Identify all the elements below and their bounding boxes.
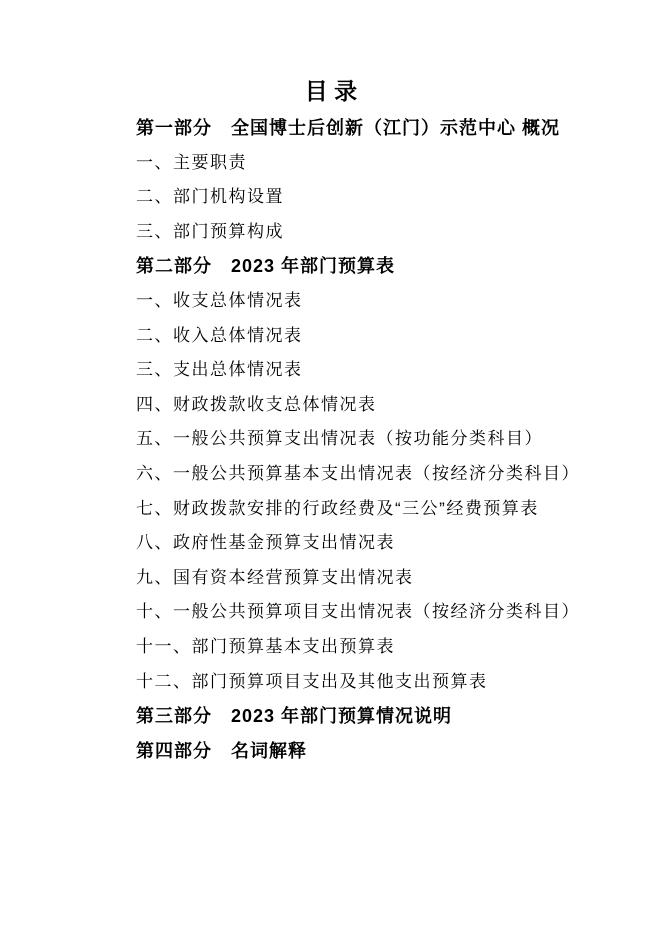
- toc-entry: 五、一般公共预算支出情况表（按功能分类科目）: [136, 429, 543, 449]
- toc-entry: 十、一般公共预算项目支出情况表（按经济分类科目）: [136, 602, 580, 622]
- toc-entry: 十一、部门预算基本支出预算表: [136, 636, 395, 656]
- toc-entry: 一、主要职责: [136, 152, 247, 172]
- toc-entry: 三、支出总体情况表: [136, 360, 303, 380]
- toc-entry: 二、收入总体情况表: [136, 325, 303, 345]
- toc-section-heading: 第一部分 全国博士后创新（江门）示范中心 概况: [136, 118, 560, 138]
- toc-entry: 七、财政拨款安排的行政经费及“三公”经费预算表: [136, 498, 539, 518]
- toc-entry: 十二、部门预算项目支出及其他支出预算表: [136, 671, 488, 691]
- toc-entry: 一、收支总体情况表: [136, 290, 303, 310]
- toc-section-heading: 第四部分 名词解释: [136, 740, 307, 761]
- page-title: 目 录: [304, 78, 358, 104]
- toc-entry: 八、政府性基金预算支出情况表: [136, 533, 395, 553]
- toc-section-heading: 第二部分 2023 年部门预算表: [136, 256, 396, 277]
- toc-section-heading: 第三部分 2023 年部门预算情况说明: [136, 706, 453, 727]
- toc-entry: 二、部门机构设置: [136, 187, 284, 207]
- toc-entry: 三、部门预算构成: [136, 221, 284, 241]
- toc-entry: 九、国有资本经营预算支出情况表: [136, 567, 414, 587]
- toc-entry: 四、财政拨款收支总体情况表: [136, 394, 377, 414]
- toc-list: [136, 111, 642, 768]
- toc-entry: 六、一般公共预算基本支出情况表（按经济分类科目）: [136, 463, 580, 483]
